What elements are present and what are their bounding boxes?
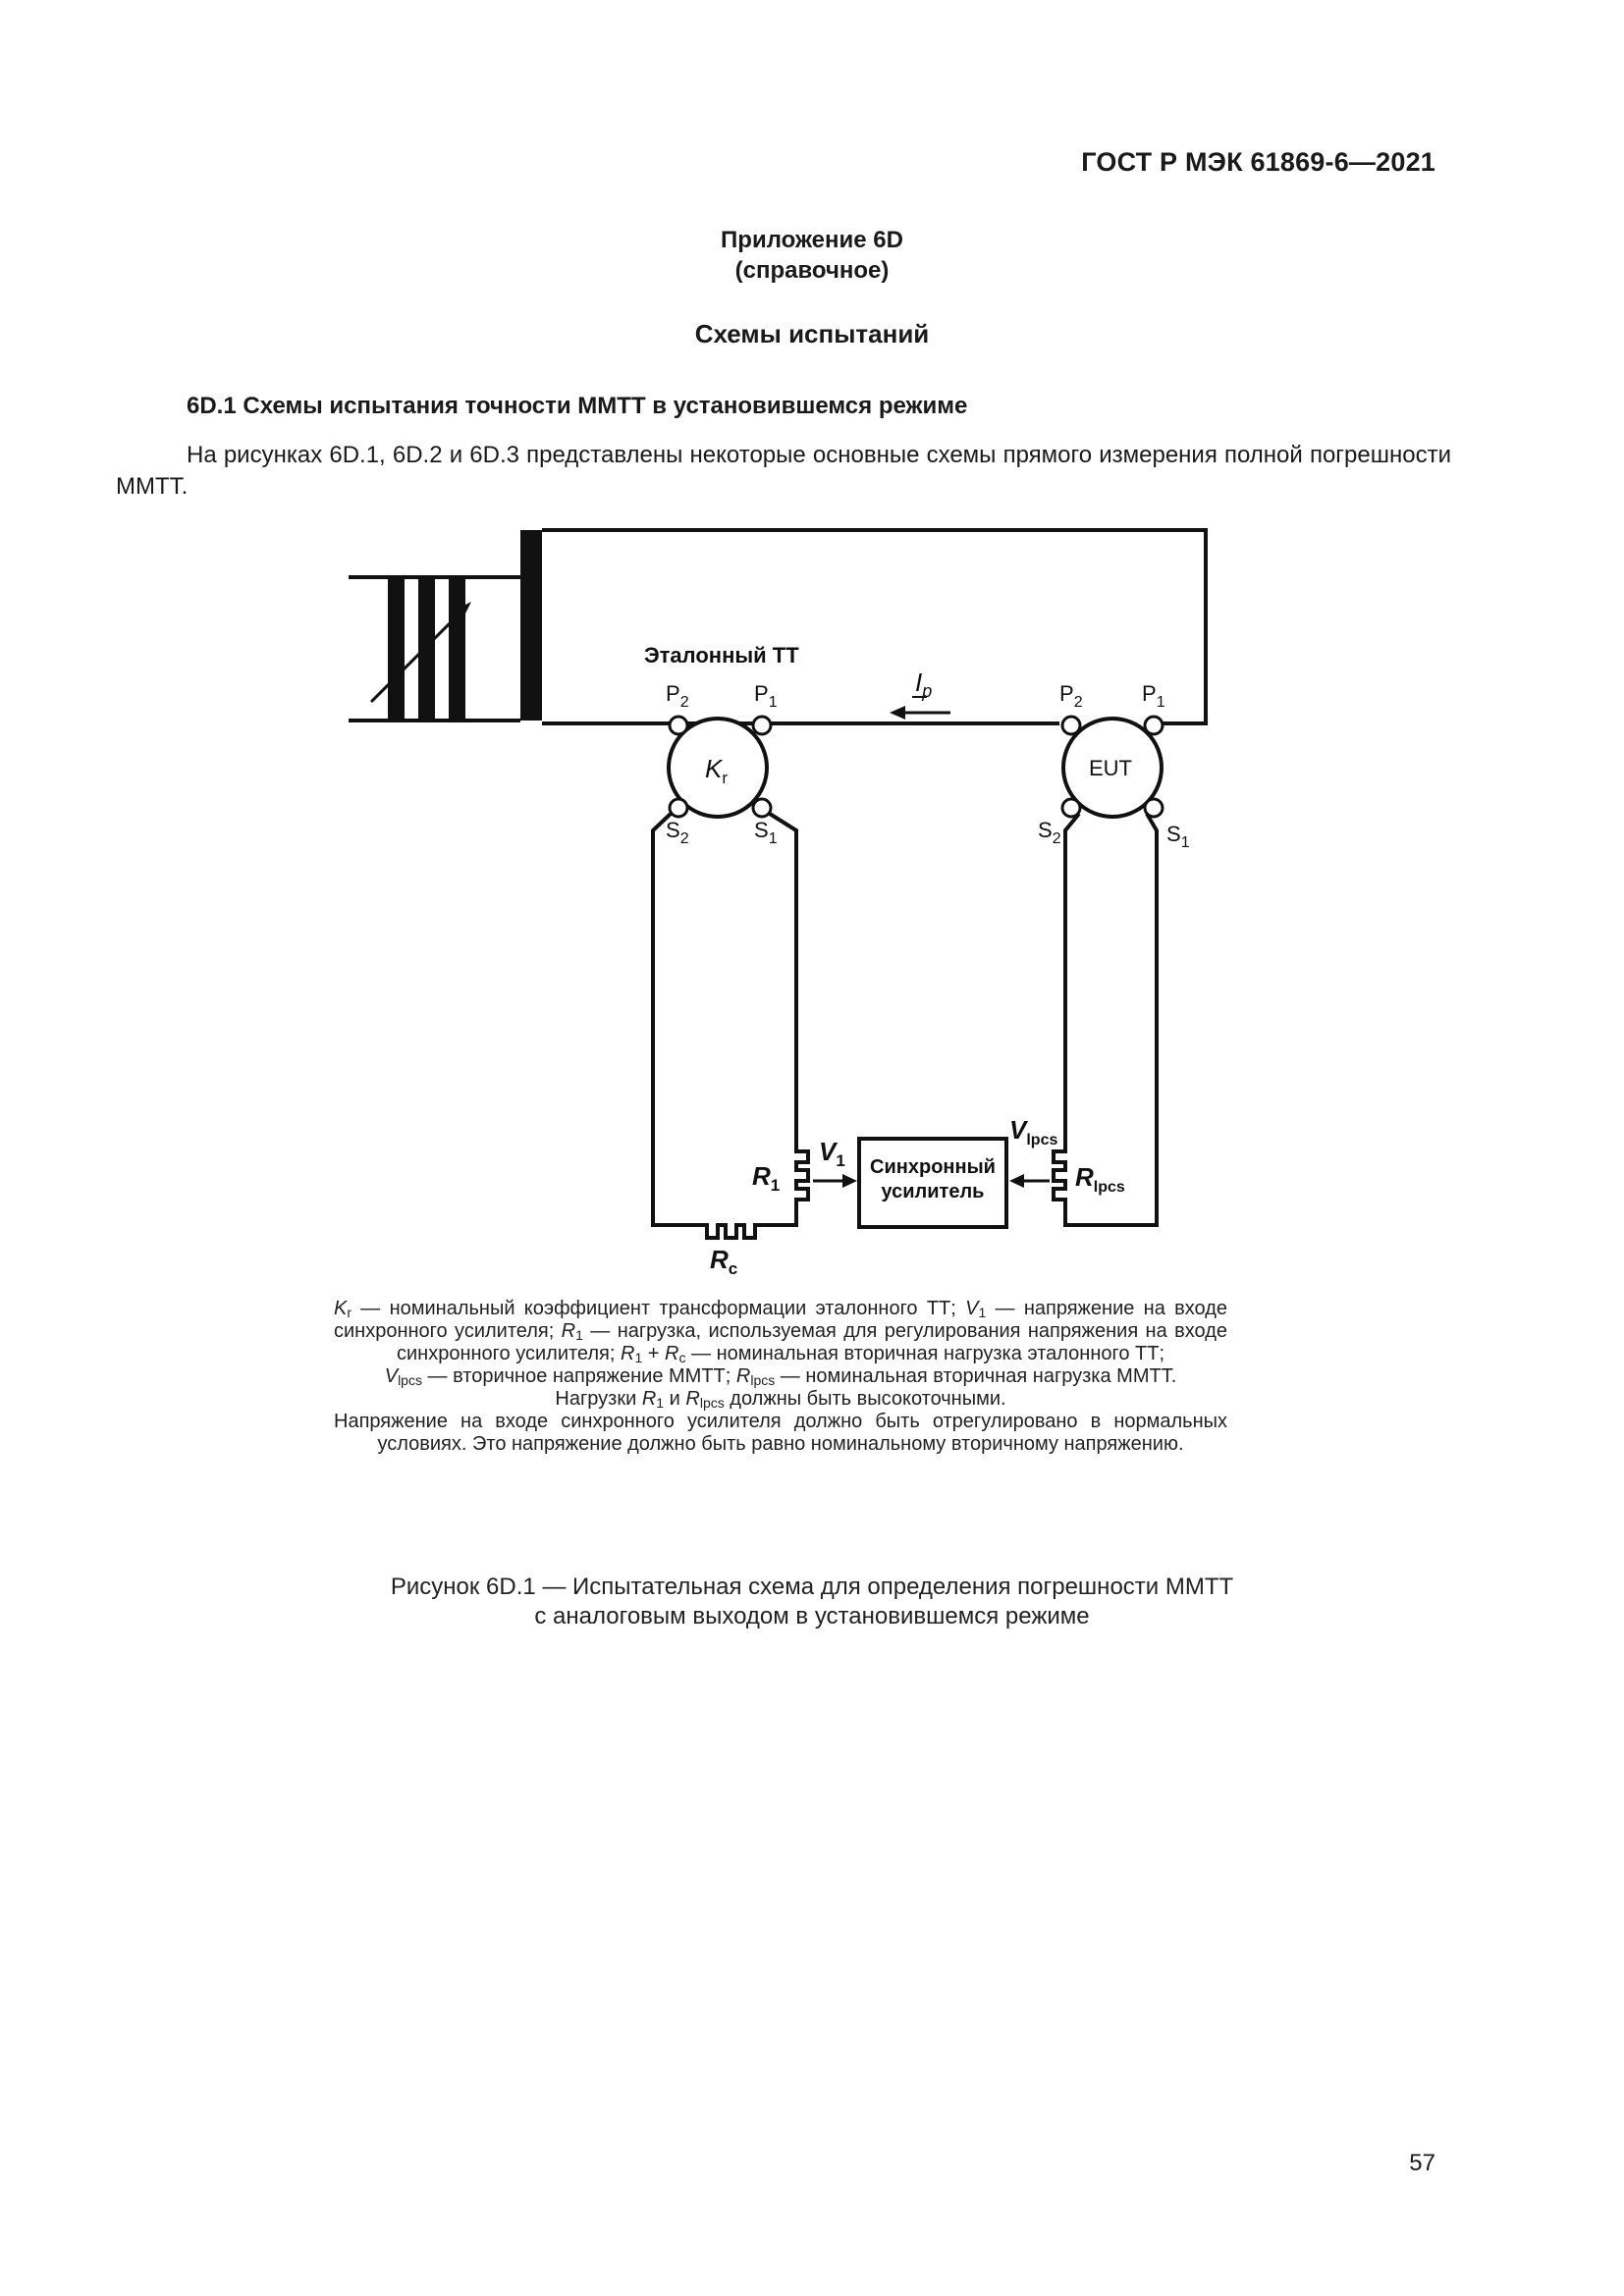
ref-terminal-s2	[670, 799, 687, 817]
svg-text:усилитель: усилитель	[881, 1181, 985, 1202]
svg-text:P2: $P_2$	[666, 681, 689, 711]
legend-accuracy-note: Нагрузки $R_1$ и $R_{lpcs}$ должны быть высокоточными.	[555, 1388, 1006, 1411]
legend-lpcs-definitions: $V_{lpcs}$ — вторичное напряжение ММТТ; $R_{lpcs}$ — номинальная вторичная нагрузка ММТТ.	[384, 1365, 1177, 1388]
annex-title: Приложение 6D	[721, 227, 903, 253]
vlpcs-arrow	[1009, 1174, 1050, 1188]
current-source-block	[349, 530, 542, 721]
figure-caption-line2: с аналоговым выходом в установившемся режиме	[534, 1603, 1090, 1629]
r1-label: $R_1$	[752, 1161, 781, 1195]
ref-terminal-s1	[753, 799, 771, 817]
v1-label: $V_1$	[819, 1137, 845, 1170]
legend-adjustment-note: Напряжение на входе синхронного усилителя должно быть отрегулировано в нормальных условиях. Это напряжение должно быть равно номинальному вторичному напряжению.	[334, 1411, 1227, 1455]
svg-text:S2: $S_2$	[1038, 818, 1061, 847]
svg-text:S1: $S_1$	[754, 818, 778, 847]
eut	[1038, 681, 1190, 851]
eut-secondary-loop	[1054, 814, 1157, 1225]
figure-caption-line1: Рисунок 6D.1 — Испытательная схема для определения погрешности ММТТ	[390, 1574, 1234, 1600]
test-circuit-diagram	[334, 520, 1227, 1286]
legend-definitions: $K_r$ — номинальный коэффициент трансформации эталонного ТТ; $V_1$ — напряжение на входе синхронного усилителя; $R_1$ — нагрузка, используемая для регулирования напряжения на входе синхронного усилителя; $R_1 + R_c$ — номинальная вторичная нагрузка эталонного ТТ;	[334, 1298, 1228, 1365]
rc-label: $R_c$	[710, 1245, 738, 1278]
clause-heading: 6D.1 Схемы испытания точности ММТТ в установившемся режиме	[187, 393, 968, 419]
ref-terminal-p1	[753, 717, 771, 734]
document-standard-id: ГОСТ Р МЭК 61869-6—2021	[1081, 147, 1435, 177]
primary-current-arrow	[890, 667, 950, 720]
eut-terminal-p1	[1145, 717, 1163, 734]
svg-text:S2: $S_2$	[666, 818, 689, 847]
primary-circuit	[542, 530, 1206, 723]
figure-legend	[334, 1298, 1227, 1456]
rlpcs-label: $R_{lpcs}$	[1075, 1162, 1125, 1196]
svg-text:P1: $P_1$	[754, 681, 778, 711]
section-title: Схемы испытаний	[694, 319, 930, 348]
svg-text:S1: $S_1$	[1166, 822, 1190, 851]
reference-secondary-loop	[653, 814, 808, 1238]
figure-caption	[0, 1573, 1624, 1631]
page-number: 57	[1409, 2150, 1435, 2176]
eut-label: EUT	[1089, 756, 1132, 780]
synchronous-amplifier	[859, 1139, 1006, 1227]
annex-subtitle: (справочное)	[734, 257, 890, 284]
primary-current-label: $I_p$	[915, 667, 933, 701]
ref-terminal-p2	[670, 717, 687, 734]
reference-ct-symbol: $K_r$	[705, 754, 729, 787]
svg-text:P2: $P_2$	[1059, 681, 1083, 711]
reference-ct-label: Эталонный ТТ	[644, 643, 799, 667]
intro-paragraph: На рисунках 6D.1, 6D.2 и 6D.3 представлены некоторые основные схемы прямого измерения полной погрешности ММТТ.	[116, 442, 1451, 500]
svg-text:P1: $P_1$	[1142, 681, 1165, 711]
v1-arrow	[813, 1174, 857, 1188]
svg-text:Синхронный: Синхронный	[870, 1156, 996, 1178]
vlpcs-label: $V_{lpcs}$	[1009, 1115, 1058, 1148]
eut-terminal-p2	[1062, 717, 1080, 734]
